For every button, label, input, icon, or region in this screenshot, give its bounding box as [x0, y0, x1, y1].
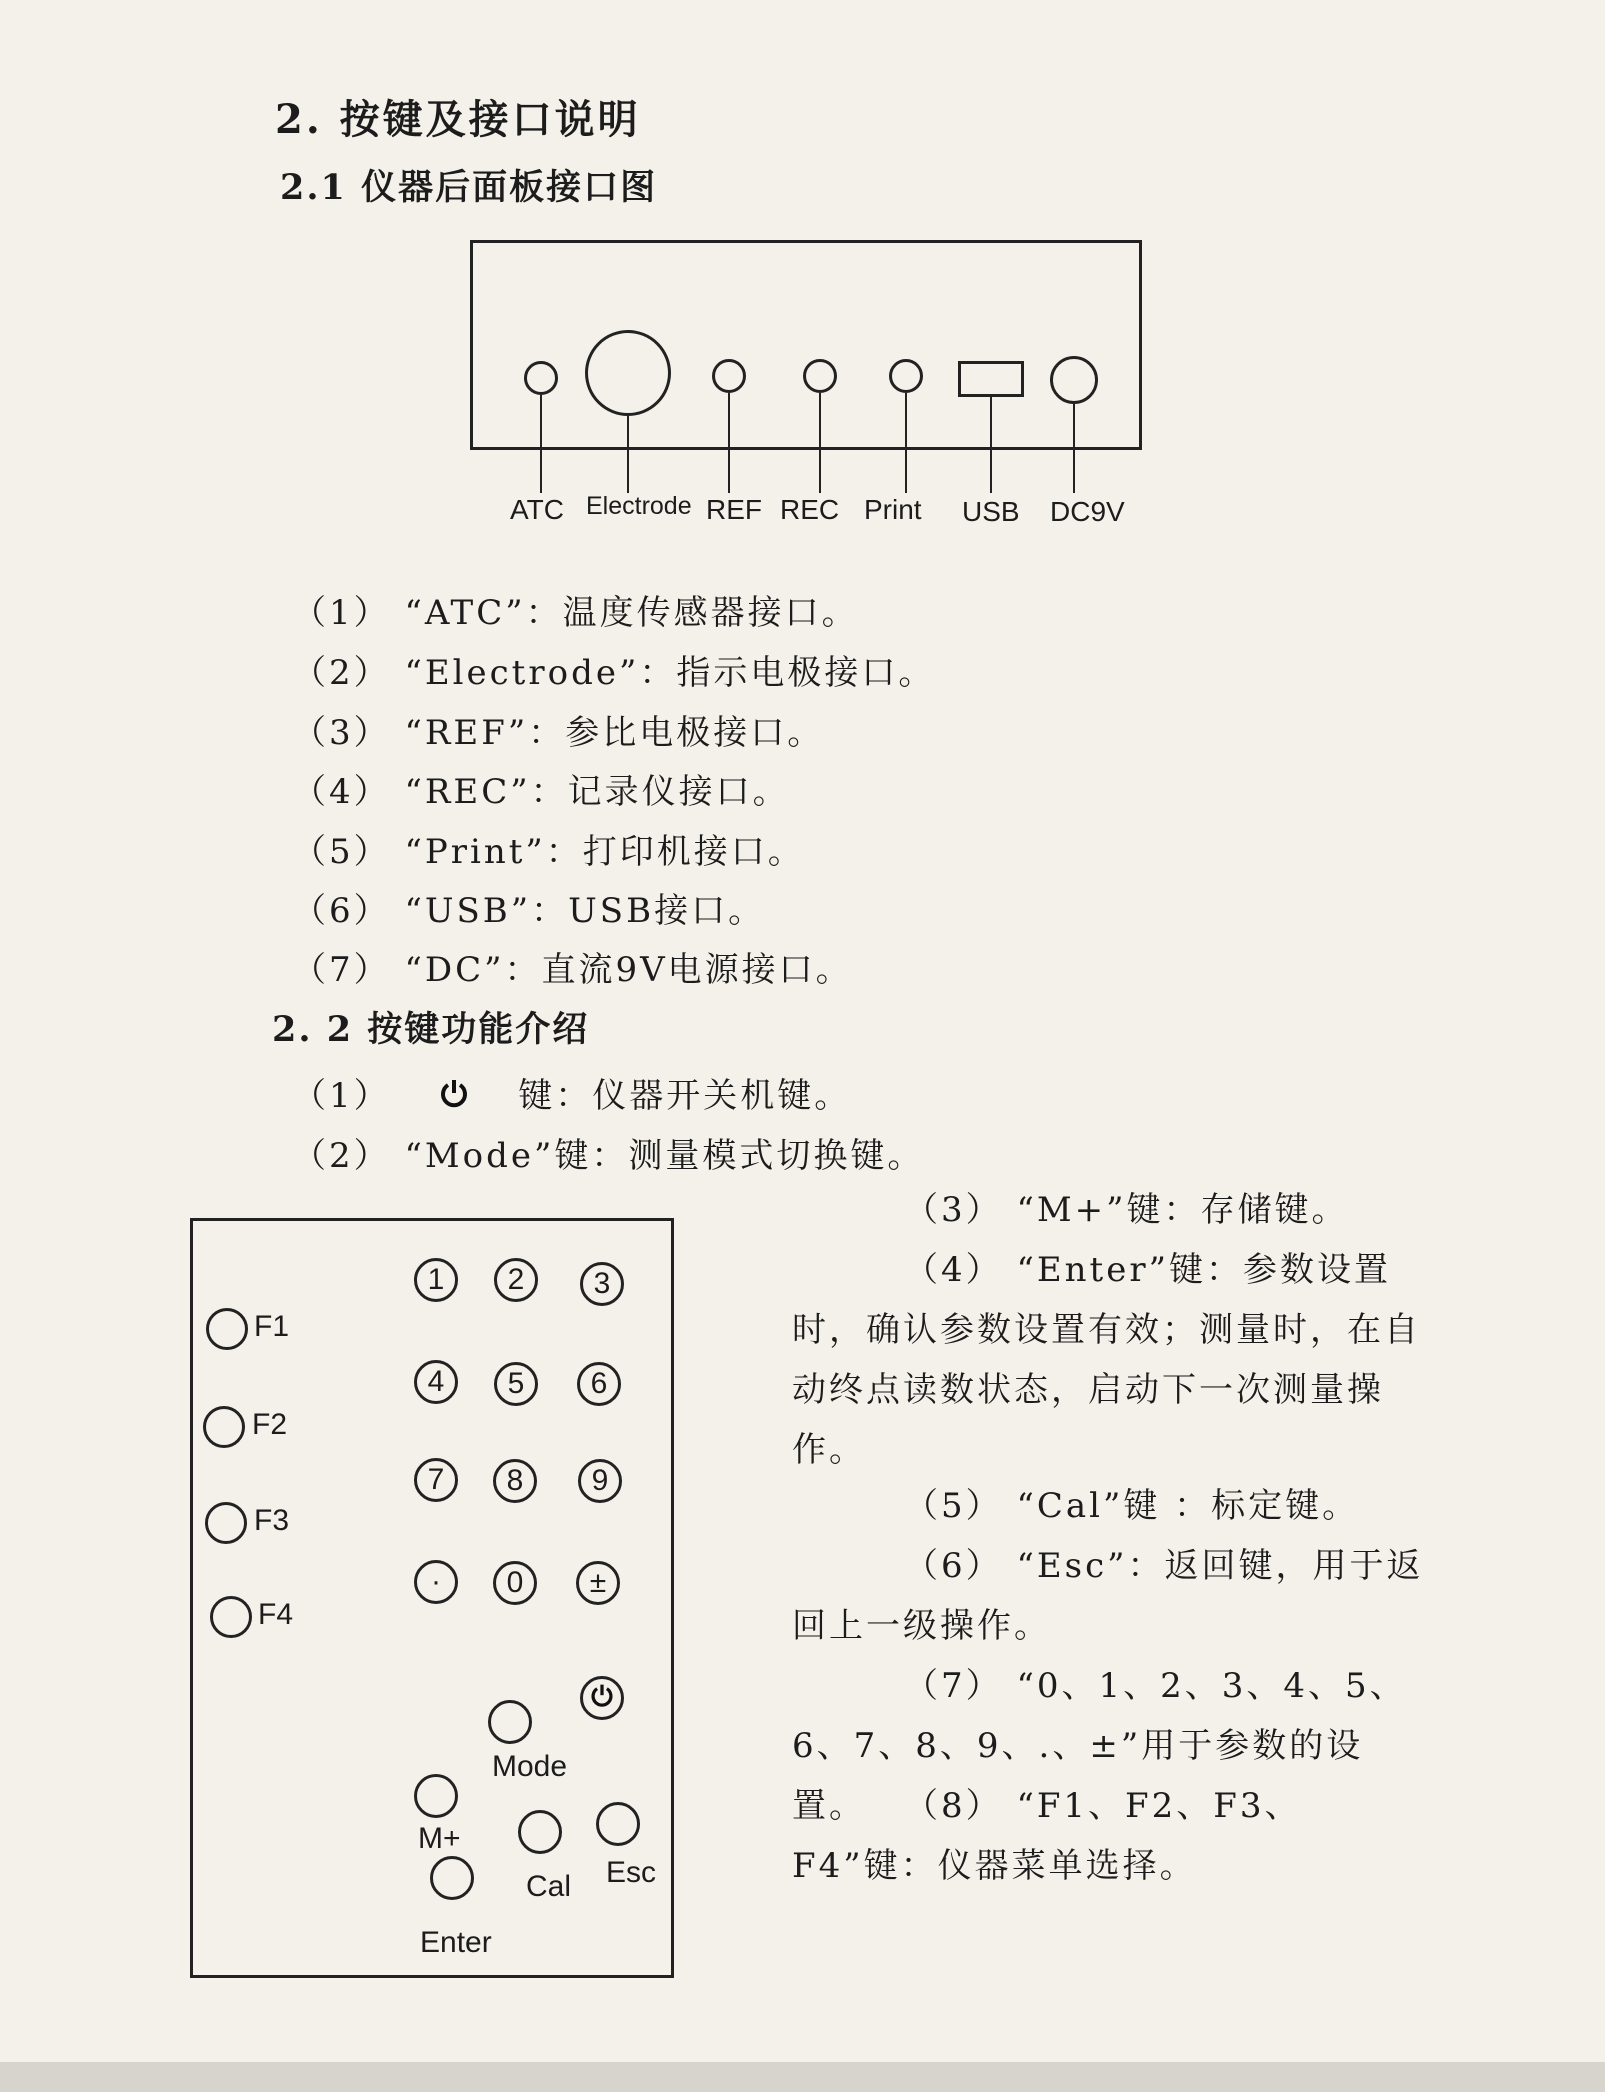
- interface-item-1: （1） “ATC”：温度传感器接口。: [292, 593, 859, 633]
- interface-item-3: （3） “REF”：参比电极接口。: [292, 713, 825, 753]
- key-5: 5: [494, 1362, 538, 1406]
- f3-key-button: [205, 1502, 247, 1544]
- dc9v-port: [1050, 356, 1098, 404]
- key-0: 0: [493, 1561, 537, 1605]
- port-label-dc9v: DC9V: [1050, 496, 1125, 527]
- rear-panel-frame: [470, 240, 1142, 450]
- interface-item-6: （6） “USB”：USB接口。: [292, 891, 766, 931]
- enter-key-button: [430, 1856, 474, 1900]
- key-3: 3: [580, 1262, 624, 1306]
- ref-leader-line: [728, 393, 730, 493]
- key-item-6: （6） “Esc”：返回键，用于返回上一级操作。: [792, 1546, 1424, 1646]
- electrode-leader-line: [627, 416, 629, 493]
- key-9: 9: [578, 1459, 622, 1503]
- mode-key-label: Mode: [492, 1750, 568, 1783]
- cal-key-label: Cal: [526, 1870, 572, 1903]
- cal-key-button: [518, 1810, 562, 1854]
- mplus-key-button: [414, 1774, 458, 1818]
- atc-port: [524, 361, 558, 395]
- section-title: 2. 按键及接口说明: [275, 96, 641, 143]
- esc-key-button: [596, 1802, 640, 1846]
- key-item-1-prefix: （1）: [292, 1076, 391, 1116]
- enter-key-label: Enter: [420, 1926, 492, 1959]
- print-leader-line: [905, 393, 907, 493]
- interface-item-5: （5） “Print”：打印机接口。: [292, 832, 805, 872]
- electrode-port: [585, 330, 671, 416]
- key-item-8: （8） “F1、F2、F3、F4”键：仪器菜单选择。: [792, 1786, 1302, 1886]
- power-icon: [404, 1078, 504, 1119]
- power-key-icon: [589, 1683, 615, 1713]
- port-label-usb: USB: [962, 496, 1020, 527]
- port-label-print: Print: [864, 494, 922, 525]
- f1-key-label: F1: [254, 1310, 290, 1343]
- port-label-atc: ATC: [510, 494, 564, 525]
- interface-item-7: （7） “DC”：直流9V电源接口。: [292, 950, 853, 990]
- key-item-4: （4） “Enter”键：参数设置时，确认参数设置有效；测量时，在自动终点读数状态，启动下一次测量操作。: [792, 1250, 1421, 1470]
- f3-key-label: F3: [254, 1504, 290, 1537]
- f4-key-button: [210, 1596, 252, 1638]
- f2-key-button: [203, 1406, 245, 1448]
- f1-key-button: [206, 1308, 248, 1350]
- mode-key-button: [488, 1700, 532, 1744]
- key-item-1-text: 键：仪器开关机键。: [518, 1076, 852, 1116]
- rec-leader-line: [819, 393, 821, 493]
- key-item-2: （2） “Mode”键：测量模式切换键。: [292, 1136, 925, 1176]
- dc9v-leader-line: [1073, 404, 1075, 493]
- usb-port: [958, 361, 1024, 397]
- key-7: 7: [414, 1458, 458, 1502]
- subsection-title-rear-panel: 2.1 仪器后面板接口图: [280, 167, 658, 208]
- key-item-1: [292, 1068, 851, 1119]
- ref-port: [712, 359, 746, 393]
- f4-key-label: F4: [258, 1598, 294, 1631]
- key-8: 8: [493, 1459, 537, 1503]
- power-key-button: [580, 1676, 624, 1720]
- key-plus-minus: ±: [576, 1561, 620, 1605]
- mplus-key-label: M+: [418, 1822, 461, 1855]
- interface-item-4: （4） “REC”：记录仪接口。: [292, 772, 790, 812]
- rec-port: [803, 359, 837, 393]
- atc-leader-line: [540, 395, 542, 493]
- port-label-rec: REC: [780, 494, 840, 525]
- port-label-electrode: Electrode: [586, 492, 692, 520]
- key-6: 6: [577, 1362, 621, 1406]
- key-1: 1: [414, 1258, 458, 1302]
- key-2: 2: [494, 1258, 538, 1302]
- key-item-5: （5） “Cal”键 ：标定键。: [904, 1486, 1360, 1526]
- key-item-3: （3） “M+”键：存储键。: [904, 1190, 1349, 1230]
- print-port: [889, 359, 923, 393]
- interface-item-2: （2） “Electrode”：指示电极接口。: [292, 653, 936, 693]
- key-dot: ·: [414, 1560, 458, 1604]
- key-item-7: （7） “0、1、2、3、4、5、6、7、8、9、.、±”用于参数的设置。: [792, 1666, 1407, 1826]
- usb-leader-line: [990, 397, 992, 493]
- esc-key-label: Esc: [606, 1856, 657, 1889]
- f2-key-label: F2: [252, 1408, 288, 1441]
- port-label-ref: REF: [706, 494, 762, 525]
- key-4: 4: [414, 1360, 458, 1404]
- subsection-title-keys: 2. 2 按键功能介绍: [272, 1009, 590, 1050]
- page-bottom-edge: [0, 2062, 1605, 2092]
